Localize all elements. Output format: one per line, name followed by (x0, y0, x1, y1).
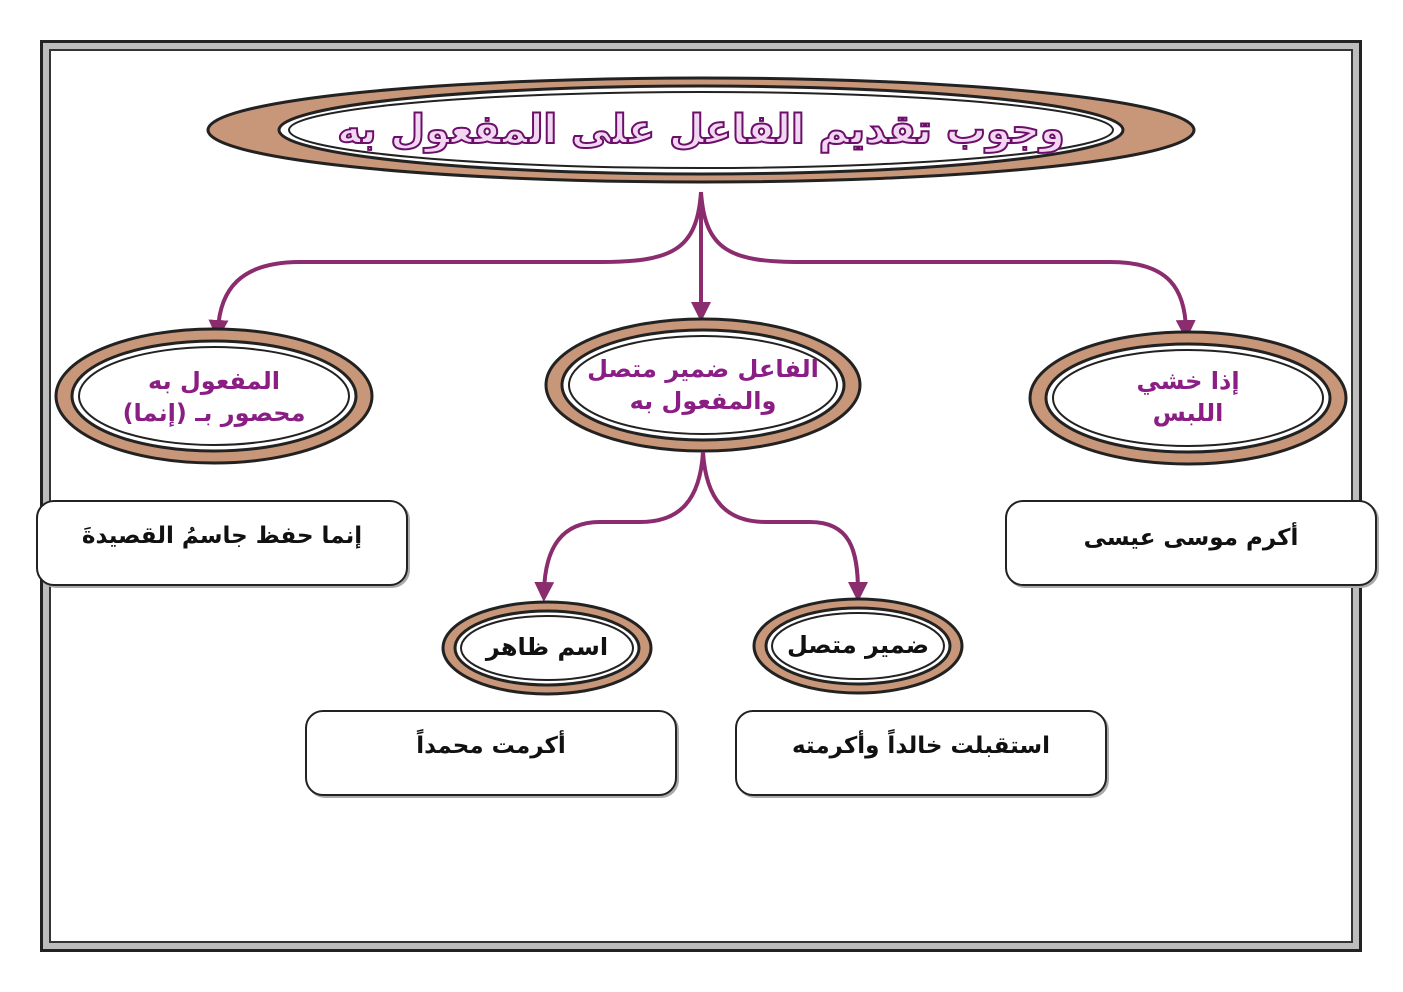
connector-right (701, 192, 1186, 330)
example-pronoun: استقبلت خالداً وأكرمته (791, 733, 1051, 759)
label-left-line1: المفعول به (148, 367, 280, 395)
label-noun: اسم ظاهر (485, 633, 609, 661)
connector-to-noun (544, 452, 703, 592)
label-left (84, 350, 344, 444)
example-noun: أكرمت محمداً (416, 733, 566, 759)
label-pronoun: ضمير متصل (786, 631, 930, 659)
label-middle (573, 338, 833, 432)
connector-left (218, 192, 701, 330)
label-right-line2: اللبس (1152, 399, 1224, 427)
diagram-title: وجوب تقديم الفاعل على المفعول به (337, 107, 1065, 153)
title-connectors (218, 192, 1186, 330)
example-left: إنما حفظ جاسمُ القصيدةَ (81, 523, 363, 549)
example-right: أكرم موسى عيسى (1083, 525, 1299, 551)
label-middle-line1: الفاعل ضمير متصل (587, 355, 819, 383)
label-right-line1: إذا خشي (1136, 367, 1240, 395)
label-left-line2: محصور بـ (إنما) (122, 399, 306, 427)
label-right (1058, 350, 1318, 444)
label-middle-line2: والمفعول به (629, 387, 777, 415)
middle-connectors (544, 452, 858, 592)
connector-to-pronoun (703, 452, 858, 592)
